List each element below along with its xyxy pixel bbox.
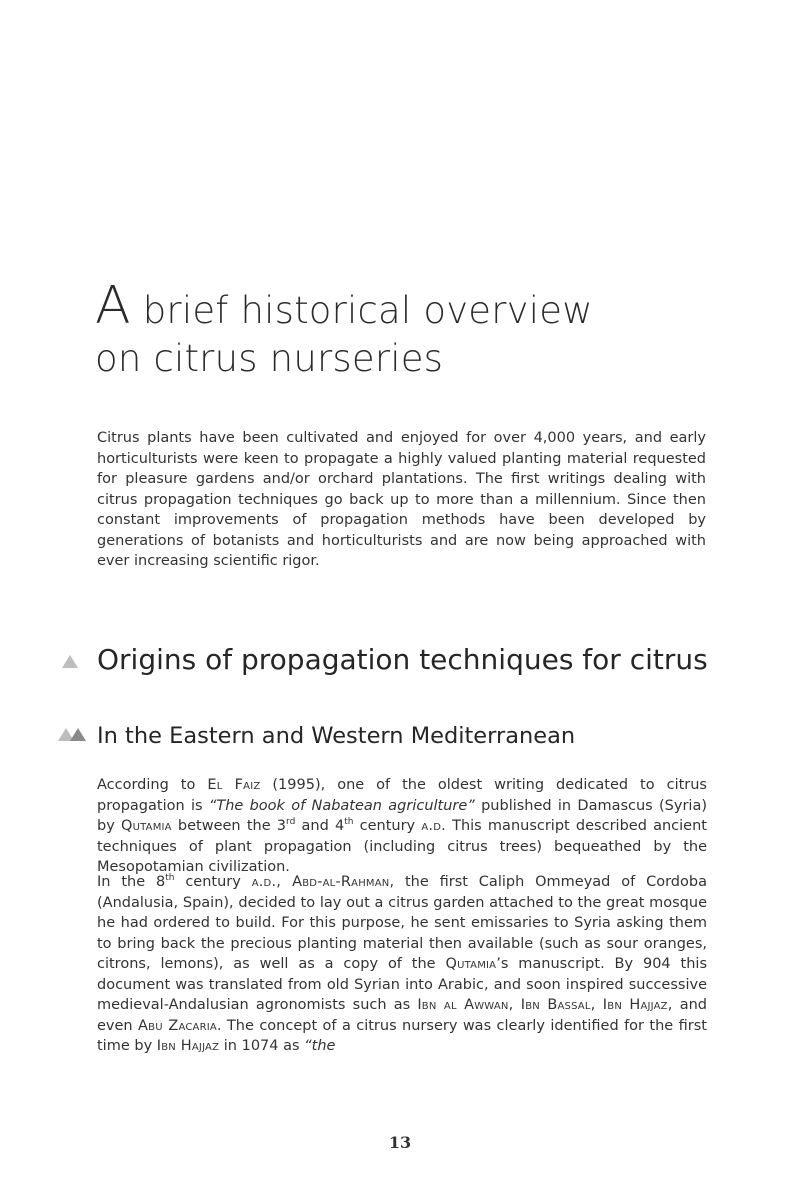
p1-text: published in Damascus (Syria) by: [97, 797, 707, 834]
chapter-title: [95, 276, 735, 383]
page-number: 13: [388, 1133, 412, 1152]
p2-text: , the first Caliph Ommeyad of Cordoba (Andalusia, Spain), decided to lay out a citrus garden attached to the great mosque he had ordered to build. For this purpose, he sent emissaries to Syria asking them to bring back the precious planting material then available (such as sour oranges, citrons, lemons), as well as a copy of the: [97, 874, 707, 972]
person-abd-al-rahman: a.d., Abd-al-Rahman: [251, 874, 390, 890]
p1-text: (1995), one of the oldest writing dedicated to citrus propagation is: [97, 777, 707, 814]
book-title: “The book of Nabatean agriculture”: [208, 797, 475, 814]
intro-paragraph: Citrus plants have been cultivated and enjoyed for over 4,000 years, and early horticulturists were keen to propagate a highly valued planting material requested for pleasure gardens and/or orchard plantations. The first writings dealing with citrus propagation techniques go back up to more than a millennium. Since then constant improvements of propagation methods have been developed by generations of botanists and horticulturists and are now being approached with ever increasing scientific rigor.: [97, 430, 706, 569]
section-triangle-icon: [62, 655, 78, 668]
subsection-heading: In the Eastern and Western Mediterranean: [97, 723, 576, 749]
author-el-faiz: El Faiz: [207, 777, 261, 793]
p2-text: and even: [97, 997, 707, 1034]
agronomist-names: Ibn al Awwan, Ibn Bassal, Ibn Hajjaz,: [417, 997, 673, 1013]
chapter-title-rest: brief historical overview: [130, 289, 593, 332]
superscript: th: [165, 873, 175, 883]
body-paragraph-2: [97, 872, 707, 1057]
p1-text: century: [353, 818, 422, 834]
author-qutamia: Qutamia: [445, 956, 497, 972]
superscript: th: [344, 817, 354, 827]
p2-text: ’s manuscript. By 904 this document was translated from old Syrian into Arabic, and soon inspired successive medieval-Andalusian agronomists such as: [97, 956, 707, 1013]
author-abu-zacaria: Abu Zacaria: [138, 1017, 217, 1034]
body-paragraph-1: [97, 775, 707, 878]
p2-text: . The concept of a citrus nursery was clearly identified for the first time by: [97, 1017, 707, 1054]
p1-text: and 4: [295, 818, 345, 834]
p1-text: This manuscript described ancient techniques of plant propagation (including citrus trees) bequeathed by the Mesopotamian civilization.: [97, 818, 707, 875]
section-heading: Origins of propagation techniques for citrus: [97, 643, 708, 676]
chapter-title-dropcap: A: [95, 276, 131, 336]
p2-text: in 1074 as: [219, 1038, 305, 1054]
era-ad: a.d.: [421, 818, 446, 834]
author-qutamia: Qutamia: [120, 818, 172, 834]
p1-text: According to: [97, 777, 208, 793]
p1-text: between the 3: [171, 818, 287, 834]
subsection-triangle-icon-dark: [70, 728, 86, 741]
chapter-title-line-2: on citrus nurseries: [95, 337, 444, 380]
author-ibn-hajjaz: Ibn Hajjaz: [156, 1038, 220, 1054]
quote-start: “the: [304, 1038, 336, 1054]
p2-text: In the 8: [97, 874, 166, 890]
chapter-title-line-1: [95, 276, 735, 336]
p2-text: century: [174, 874, 252, 890]
superscript: rd: [286, 817, 296, 827]
